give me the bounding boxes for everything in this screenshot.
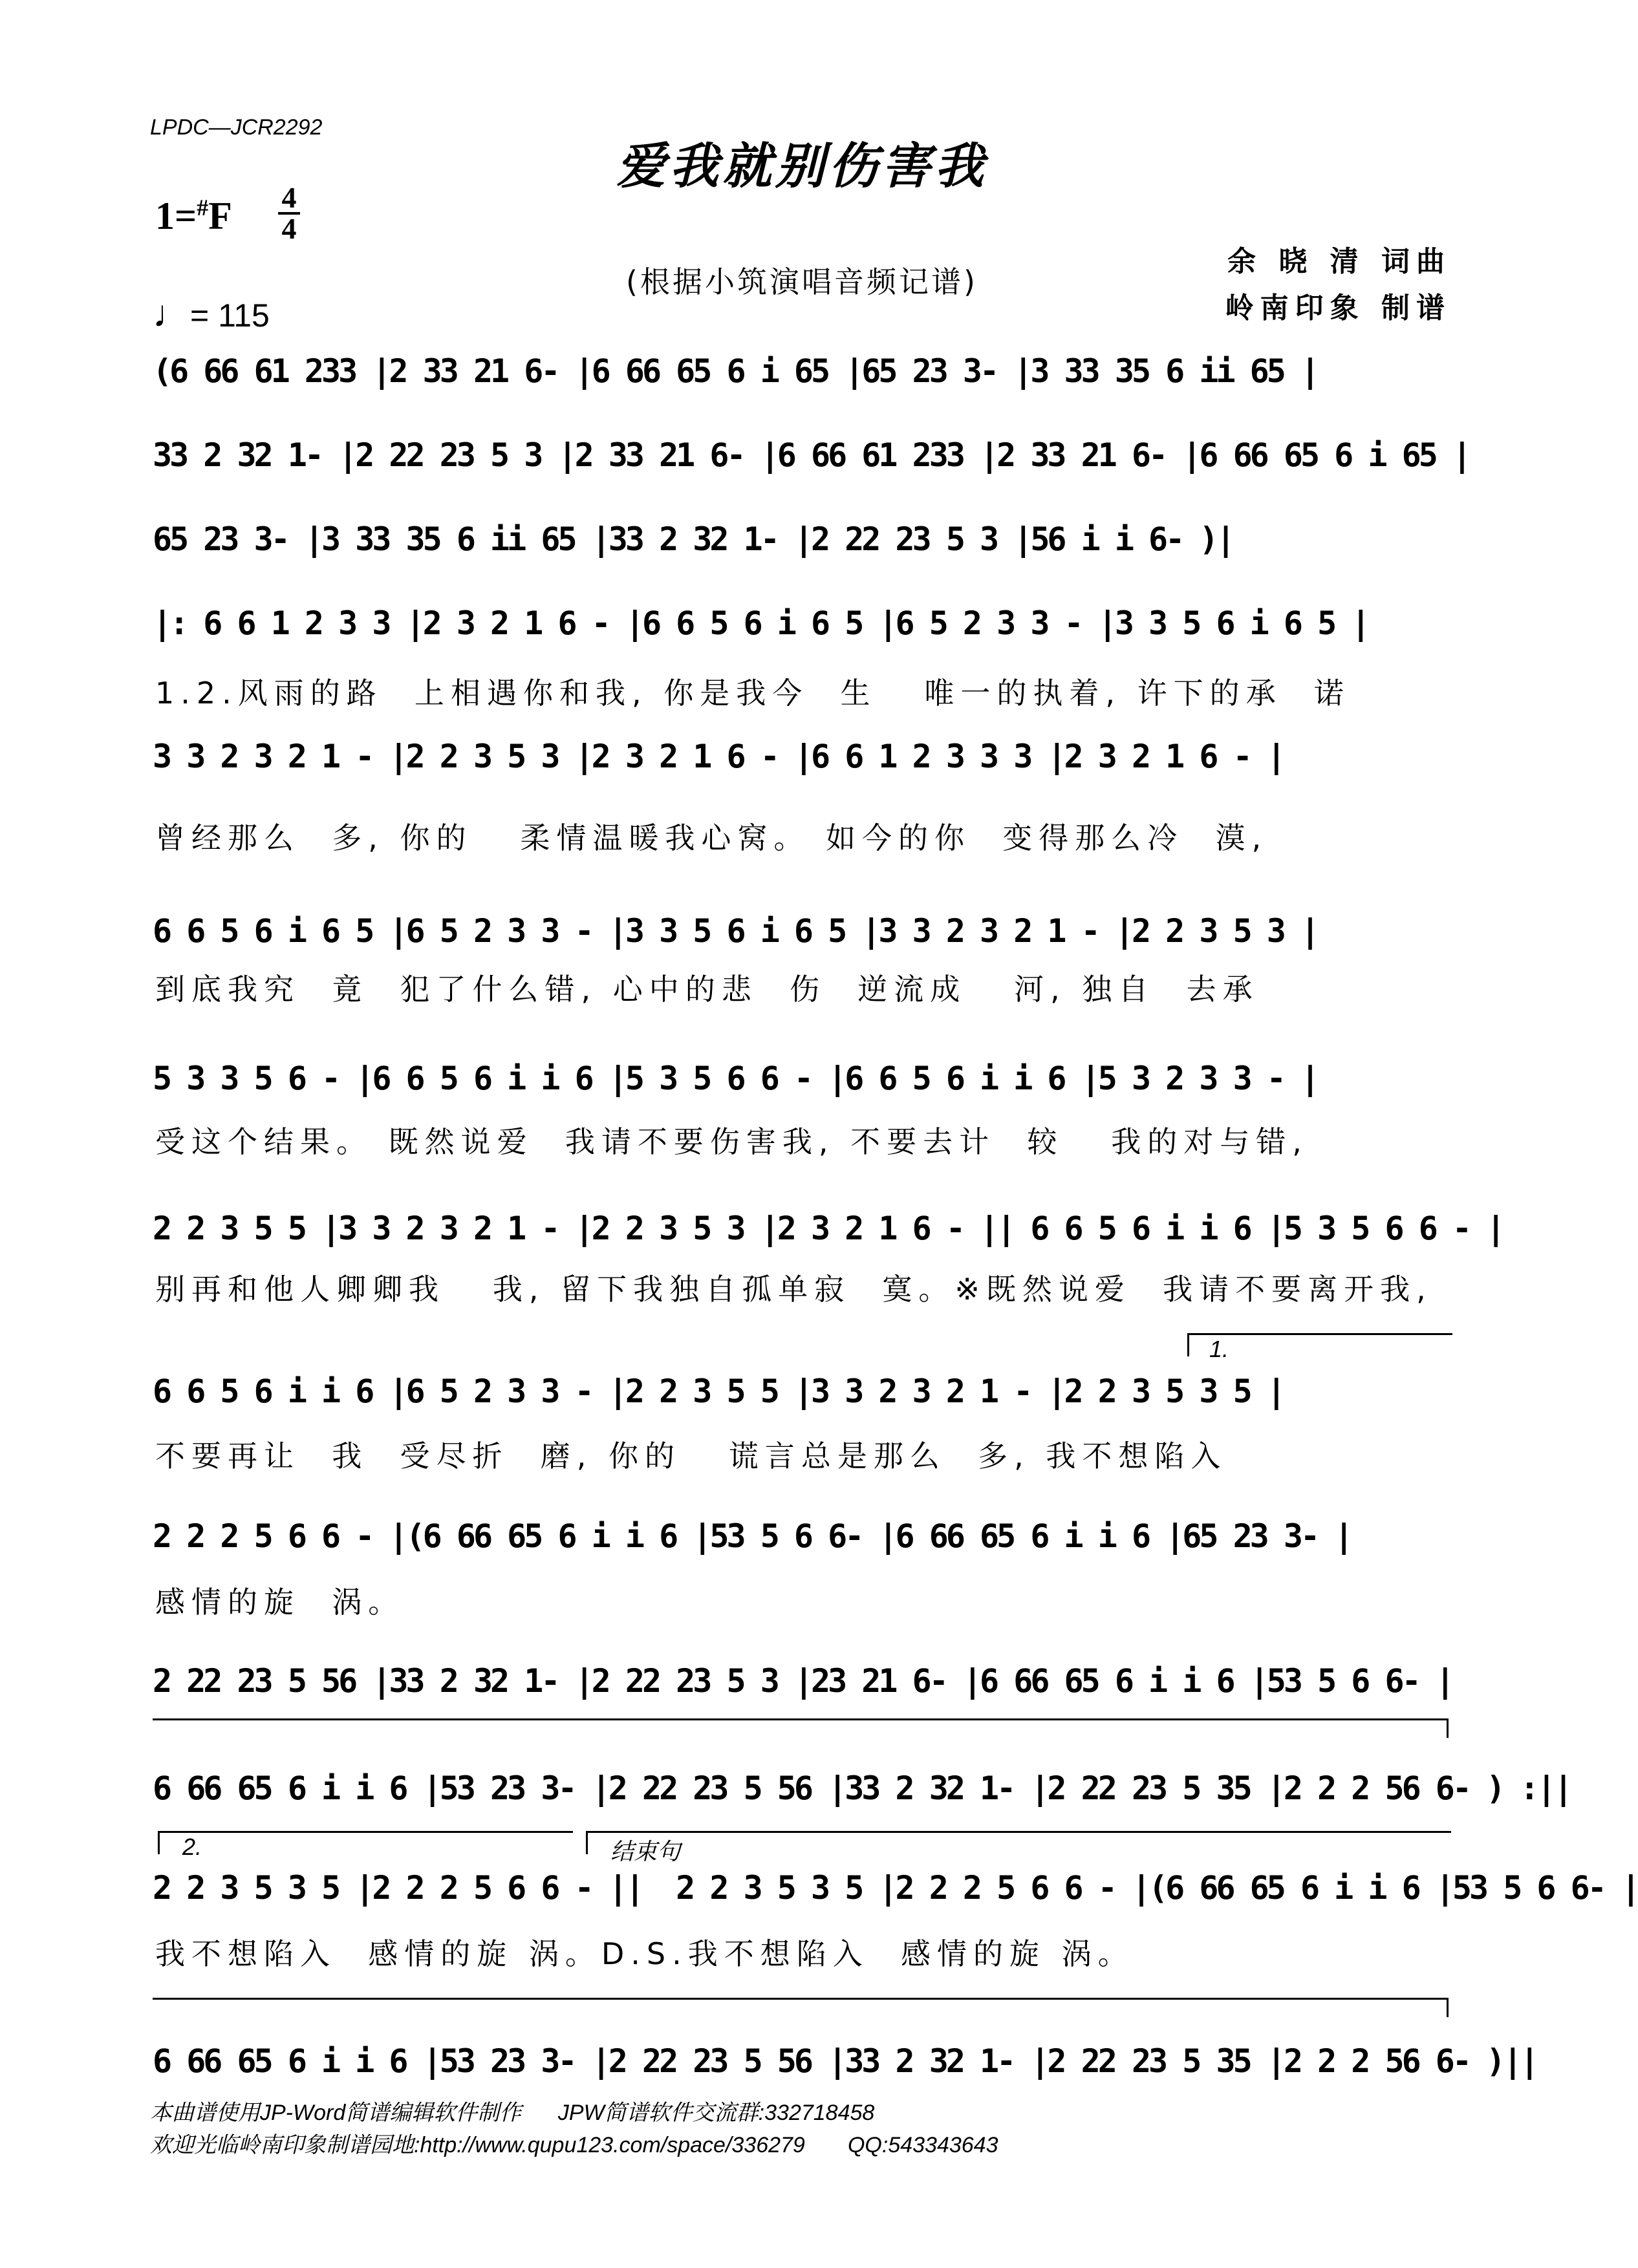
lyric-row-7: 受这个结果。 既然说爱 我请不要伤害我, 不要去计 较 我的对与错,: [155, 1124, 1308, 1159]
volta-bracket-1: [1187, 1333, 1452, 1335]
system-bracket-line: [153, 1718, 1449, 1720]
lyric-row-8: 别再和他人卿卿我 我, 留下我独自孤单寂 寞。※既然说爱 我请不要离开我,: [155, 1272, 1432, 1307]
music-row-14: 6 66 65 6 i i 6 |53 23 3- |2 22 23 5 56 |33 2 32 1- |2 22 23 5 35 |2 2 2 56 6- )||: [153, 2042, 1537, 2080]
lyric-row-6: 到底我究 竟 犯了什么错, 心中的悲 伤 逆流成 河, 独自 去承: [155, 972, 1259, 1007]
lyric-row-5: 曾经那么 多, 你的 柔情温暖我心窝。 如今的你 变得那么冷 漠,: [155, 820, 1268, 855]
key-prefix: 1=: [155, 195, 197, 237]
lyric-row-9: 不要再让 我 受尽折 磨, 你的 谎言总是那么 多, 我不想陷入: [155, 1439, 1227, 1473]
subtitle: (根据小筑演唱音频记谱): [626, 264, 978, 299]
credit-lyrics: 余 晓 清 词曲: [1227, 245, 1451, 278]
music-row-7: 5 3 3 5 6 - |6 6 5 6 i i 6 |5 3 5 6 6 - |6 6 5 6 i i 6 |5 3 2 3 3 - |: [153, 1060, 1318, 1097]
ending-label: 结束句: [610, 1839, 681, 1865]
lyric-row-4: 1.2.风雨的路 上相遇你和我, 你是我今 生 唯一的执着, 许下的承 诺: [155, 676, 1350, 711]
volta-label-1: 1.: [1209, 1336, 1229, 1362]
music-row-13: 2 2 3 5 3 5 |2 2 2 5 6 6 - || 2 2 3 5 3 5 |2 2 2 5 6 6 - |(6 66 65 6 i i 6 |53 5 6 6- |: [153, 1869, 1638, 1907]
footer-line-1: 本曲谱使用JP-Word简谱编辑软件制作 JPW简谱软件交流群:332718458: [150, 2101, 875, 2125]
music-row-1: (6 66 61 233 |2 33 21 6- |6 66 65 6 i 65 |65 23 3- |3 33 35 6 ii 65 |: [153, 352, 1318, 390]
system-bracket-hook: [1447, 1718, 1449, 1738]
tempo-value: = 115: [190, 297, 270, 334]
music-row-6: 6 6 5 6 i 6 5 |6 5 2 3 3 - |3 3 5 6 i 6 5 |3 3 2 3 2 1 - |2 2 3 5 3 |: [153, 912, 1318, 950]
volta-bracket-2: [158, 1831, 573, 1833]
music-row-2: 33 2 32 1- |2 22 23 5 3 |2 33 21 6- |6 66 61 233 |2 33 21 6- |6 66 65 6 i 65 |: [153, 436, 1469, 474]
system-bracket-line-2: [153, 1998, 1449, 2000]
ending-bracket-hook: [586, 1831, 588, 1854]
music-row-5: 3 3 2 3 2 1 - |2 2 3 5 3 |2 3 2 1 6 - |6 6 1 2 3 3 3 |2 3 2 1 6 - |: [153, 738, 1284, 775]
lyric-row-13: 我不想陷入 感情的旋 涡。D.S.我不想陷入 感情的旋 涡。: [155, 1936, 1134, 1971]
page-title: 爱我就别伤害我: [616, 137, 987, 195]
volta-label-2: 2.: [182, 1834, 202, 1860]
key-signature: [155, 194, 232, 239]
ending-bracket: [586, 1831, 1451, 1833]
music-row-11: 2 22 23 5 56 |33 2 32 1- |2 22 23 5 3 |23 21 6- |6 66 65 6 i i 6 |53 5 6 6- |: [153, 1662, 1452, 1700]
music-row-9: 6 6 5 6 i i 6 |6 5 2 3 3 - |2 2 3 5 5 |3 3 2 3 2 1 - |2 2 3 5 3 5 |: [153, 1373, 1284, 1410]
time-top: 4: [281, 181, 297, 214]
volta-bracket-1-hook: [1187, 1333, 1189, 1356]
quarter-note-icon: ♩: [153, 293, 190, 335]
system-bracket-hook-2: [1447, 1998, 1449, 2017]
footer-line-2: 欢迎光临岭南印象制谱园地:http://www.qupu123.com/space/336279 QQ:543343643: [150, 2133, 998, 2157]
music-row-4: |: 6 6 1 2 3 3 |2 3 2 1 6 - |6 6 5 6 i 6 5 |6 5 2 3 3 - |3 3 5 6 i 6 5 |: [153, 604, 1368, 642]
lyric-row-10: 感情的旋 涡。: [155, 1585, 405, 1620]
music-row-3: 65 23 3- |3 33 35 6 ii 65 |33 2 32 1- |2 22 23 5 3 |56 i i 6- )|: [153, 520, 1233, 558]
volta-bracket-2-hook: [158, 1831, 160, 1854]
music-row-10: 2 2 2 5 6 6 - |(6 66 65 6 i i 6 |53 5 6 6- |6 66 65 6 i i 6 |65 23 3- |: [153, 1517, 1352, 1555]
time-signature: [278, 181, 300, 245]
key-note: F: [208, 195, 232, 237]
credit-score: 岭南印象 制谱: [1225, 292, 1451, 325]
score-code: LPDC—JCR2292: [150, 115, 323, 140]
sharp-sign: #: [197, 195, 209, 220]
time-bottom: 4: [281, 212, 297, 245]
music-row-12: 6 66 65 6 i i 6 |53 23 3- |2 22 23 5 56 |33 2 32 1- |2 22 23 5 35 |2 2 2 56 6- ) :||: [153, 1770, 1571, 1807]
tempo-marking: [153, 292, 270, 336]
music-row-8: 2 2 3 5 5 |3 3 2 3 2 1 - |2 2 3 5 3 |2 3 2 1 6 - || 6 6 5 6 i i 6 |5 3 5 6 6 - |: [153, 1210, 1503, 1247]
